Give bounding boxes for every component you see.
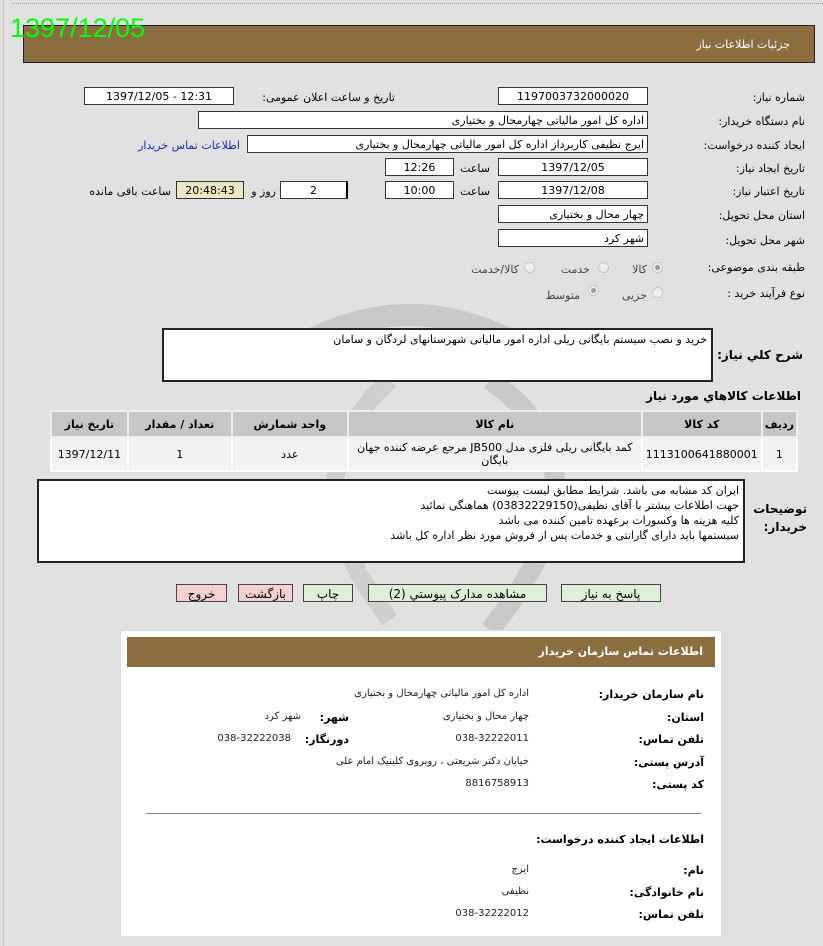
category-option-service: خدمت — [560, 263, 590, 276]
cell-code: 1113100641880001 — [642, 437, 762, 471]
description-field: خرید و نصب سیستم بایگانی ریلی اداره امور مالیاتی شهرستانهای لردگان و سامان — [162, 328, 713, 382]
cell-qty: 1 — [128, 437, 232, 471]
days-label: روز و — [251, 185, 276, 198]
page-title: جزئیات اطلاعات نیاز — [696, 38, 790, 51]
category-label: طبقه بندی موضوعی: — [707, 261, 805, 274]
validity-label: تاریخ اعتبار نیاز: — [732, 185, 805, 198]
back-button[interactable]: بازگشت — [238, 584, 293, 602]
reply-button[interactable]: پاسخ به نياز — [561, 584, 661, 602]
buyer-org-field: اداره کل امور مالیاتی چهارمحال و بختیاری — [198, 111, 648, 129]
left-divider — [3, 0, 4, 946]
view-attachments-button[interactable]: مشاهده مدارک پيوستي (2) — [368, 584, 547, 602]
city-label: شهر محل تحویل: — [725, 234, 805, 247]
city-contact-value: شهر کرد — [264, 711, 301, 722]
org-label: نام سازمان خریدار: — [598, 688, 704, 701]
province-contact-label: استان: — [667, 711, 704, 724]
exit-button[interactable]: خروج — [176, 584, 227, 602]
time-remaining-label: ساعت باقی مانده — [89, 185, 171, 198]
notes-line: کلیه هزینه ها وکسورات برعهده تامین کننده می باشد — [498, 514, 739, 527]
category-option-goods: کالا — [632, 263, 647, 276]
notes-line: ایران کد مشابه می باشد. شرایط مطابق لیست پیوست — [487, 484, 739, 497]
creator-phone-value: 038-32222012 — [455, 908, 529, 919]
time-remaining-field: 20:48:43 — [176, 181, 244, 199]
postal-value: 8816758913 — [465, 778, 529, 789]
process-radio-minor[interactable] — [652, 287, 663, 298]
goods-title: اطلاعات کالاهاي مورد نياز — [646, 389, 801, 403]
fax-label: دورنگار: — [304, 733, 349, 746]
creator-info-title: اطلاعات ایجاد کننده درخواست: — [536, 833, 704, 846]
city-contact-label: شهر: — [319, 711, 349, 724]
first-name-label: نام: — [683, 864, 704, 877]
notes-line: سیستمها باید دارای گارانتی و خدمات پس از فروش مورد نظر اداره کل باشد — [390, 529, 739, 542]
days-remaining-field: 2 — [280, 181, 348, 199]
address-value: خیابان دکتر شریعتی ، روبروی کلینیک امام علی — [335, 756, 529, 767]
process-option-medium: متوسط — [545, 289, 580, 302]
contact-divider — [146, 813, 701, 814]
process-radio-medium[interactable] — [588, 285, 599, 296]
cell-unit: عدد — [232, 437, 348, 471]
description-label: شرح کلي نياز: — [717, 348, 803, 362]
need-number-field: 1197003732000020 — [498, 87, 648, 105]
fax-value: 038-32222038 — [217, 733, 291, 744]
province-contact-value: چهار محال و بختیاری — [442, 711, 529, 722]
province-label: استان محل تحویل: — [718, 209, 805, 222]
process-label: نوع فرآیند خرید : — [727, 287, 805, 300]
process-option-minor: جزیی — [621, 289, 647, 302]
created-time-label: ساعت — [460, 162, 490, 175]
top-divider — [12, 3, 823, 4]
col-qty: تعداد / مقدار — [128, 411, 232, 437]
notes-line: جهت اطلاعات بیشتر با آقای نظیفی(03832229150) هماهنگی نمائید — [420, 499, 739, 512]
cell-row: 1 — [762, 437, 797, 471]
contact-panel-title: اطلاعات تماس سازمان خریدار — [538, 645, 703, 658]
buyer-org-label: نام دستگاه خریدار: — [718, 115, 805, 128]
validity-date-field: 1397/12/08 — [498, 181, 648, 199]
need-number-label: شماره نیاز: — [752, 91, 805, 104]
org-value: اداره کل امور مالیاتی چهارمحال و بختیاری — [354, 688, 529, 699]
col-name: نام کالا — [348, 411, 642, 437]
phone-label: تلفن تماس: — [638, 733, 704, 746]
notes-label: توضيحات خريدار: — [753, 502, 807, 534]
last-name-value: نظیفی — [501, 886, 529, 897]
goods-table — [50, 410, 798, 472]
creator-field: ایرج نظیفی کاربرداز اداره کل امور مالیاتی چهارمحال و بختیاری — [247, 135, 648, 153]
date-stamp: 1397/12/05 — [10, 13, 146, 43]
cell-name: کمد بایگانی ریلی فلزی مدل JB500 مرجع عرضه کننده جهان بایگان — [348, 437, 642, 471]
table-row — [51, 437, 797, 471]
print-button[interactable]: چاپ — [303, 584, 353, 602]
buyer-contact-panel — [120, 630, 722, 937]
creator-phone-label: تلفن تماس: — [638, 908, 704, 921]
category-radio-service[interactable] — [598, 262, 609, 273]
validity-time-field: 10:00 — [385, 181, 454, 199]
postal-label: کد پستی: — [652, 778, 704, 791]
cell-date: 1397/12/11 — [51, 437, 128, 471]
created-time-field: 12:26 — [385, 158, 454, 176]
creator-label: ایجاد کننده درخواست: — [703, 139, 805, 152]
province-field: چهار محال و بختیاری — [498, 205, 648, 223]
col-row: رديف — [762, 411, 797, 437]
buyer-contact-link[interactable]: اطلاعات تماس خریدار — [138, 139, 240, 152]
created-date-field: 1397/12/05 — [498, 158, 648, 176]
phone-value: 038-32222011 — [455, 733, 529, 744]
goods-header-row — [51, 411, 797, 437]
col-code: کد کالا — [642, 411, 762, 437]
announce-field: 1397/12/05 - 12:31 — [84, 87, 234, 105]
announce-label: تاریخ و ساعت اعلان عمومی: — [262, 91, 395, 104]
validity-time-label: ساعت — [460, 185, 490, 198]
address-label: آدرس پستی: — [633, 756, 704, 769]
city-field: شهر کرد — [498, 229, 648, 247]
col-unit: واحد شمارش — [232, 411, 348, 437]
contact-panel-header — [127, 637, 715, 667]
category-radio-both[interactable] — [524, 262, 535, 273]
created-label: تاریخ ایجاد نیاز: — [735, 162, 805, 175]
category-option-both: کالا/خدمت — [471, 263, 519, 276]
category-radio-goods[interactable] — [652, 262, 663, 273]
last-name-label: نام خانوادگی: — [629, 886, 704, 899]
col-date: تاريخ نياز — [51, 411, 128, 437]
first-name-value: ایرج — [511, 864, 529, 875]
notes-field — [37, 479, 745, 563]
